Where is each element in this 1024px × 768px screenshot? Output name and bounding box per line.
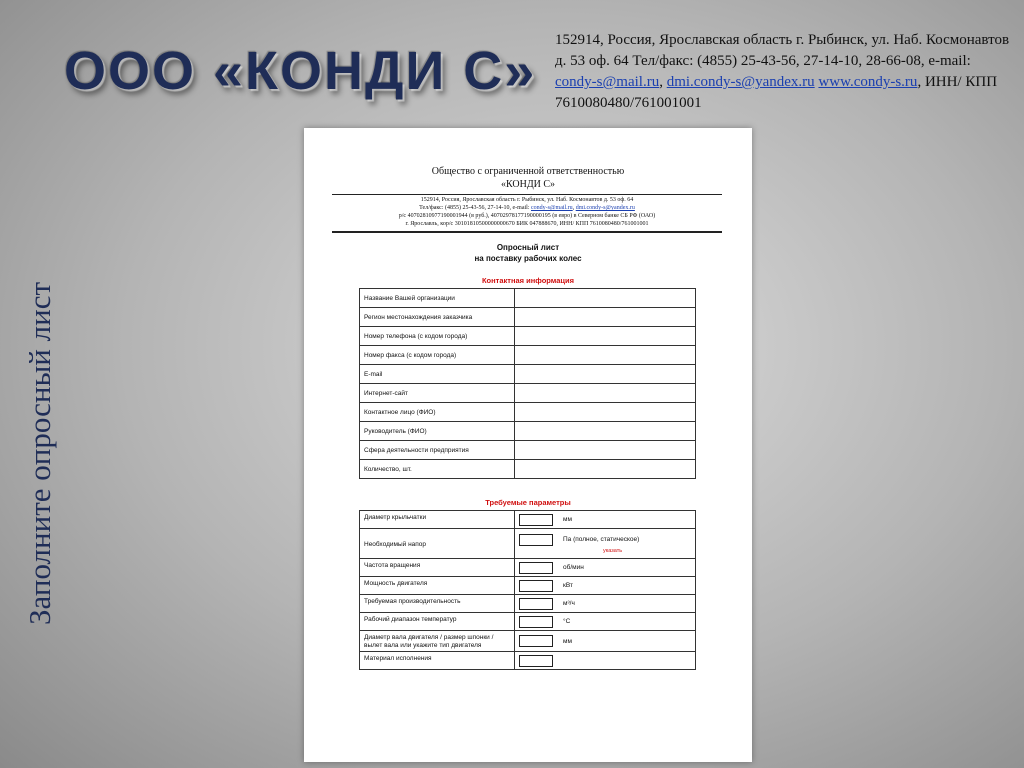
website-link[interactable]: www.condy-s.ru: [818, 74, 918, 90]
field-input[interactable]: [515, 346, 696, 365]
field-label: Регион местонахождения заказчика: [360, 308, 515, 327]
field-input[interactable]: [515, 422, 696, 441]
param-input[interactable]: [519, 616, 553, 628]
email-link-yandex[interactable]: dmi.condy-s@yandex.ru: [666, 74, 815, 90]
doc-org-name: Общество с ограниченной ответственностью: [431, 166, 625, 177]
company-contact-info: [555, 30, 1015, 114]
field-label: Интернет-сайт: [360, 384, 515, 403]
doc-email-sep: ,: [572, 205, 576, 211]
param-value-cell: [515, 511, 696, 529]
table-row: [360, 384, 696, 403]
doc-bank-accounts: р/с 40702810977190001944 (в руб.), 40702978177190000195 (в евро) в Северном банке СБ РФ (ОАО): [398, 213, 656, 219]
doc-address: 152914, Россия, Ярославская область г. Рыбинск, ул. Наб. Космонавтов д. 53 оф. 64: [420, 197, 634, 203]
form-subtitle: на поставку рабочих колес: [474, 254, 582, 263]
field-label: E-mail: [360, 365, 515, 384]
table-row: [360, 511, 696, 529]
param-value-cell: [515, 595, 696, 613]
params-section-title: Требуемые параметры: [485, 498, 571, 507]
table-row: [360, 327, 696, 346]
param-unit: кВт: [563, 582, 573, 589]
table-row: [360, 422, 696, 441]
param-value-cell: [515, 577, 696, 595]
param-unit: мм: [563, 637, 572, 645]
param-unit: м³/ч: [563, 600, 575, 607]
param-input[interactable]: [519, 514, 553, 526]
side-caption: Заполните опросный лист: [22, 281, 57, 625]
param-value-cell: [515, 559, 696, 577]
table-row: [360, 403, 696, 422]
email-link-mail[interactable]: condy-s@mail.ru: [555, 74, 660, 90]
param-unit: Па (полное, статическое): [563, 536, 640, 543]
field-input[interactable]: [515, 365, 696, 384]
table-row: [360, 613, 696, 631]
questionnaire-document: [304, 128, 752, 762]
doc-phones: [332, 205, 722, 213]
field-input[interactable]: [515, 441, 696, 460]
doc-header-rule-bottom: [332, 231, 722, 233]
field-input[interactable]: [515, 327, 696, 346]
table-row: [360, 577, 696, 595]
param-label: Диаметр крыльчатки: [360, 511, 515, 529]
param-label: Материал исполнения: [360, 652, 515, 670]
doc-email-link-2[interactable]: dmi.condy-s@yandex.ru: [575, 205, 635, 211]
table-row: [360, 289, 696, 308]
param-input[interactable]: [519, 562, 553, 574]
field-input[interactable]: [515, 289, 696, 308]
param-unit: °С: [563, 618, 571, 625]
field-label: Контактное лицо (ФИО): [360, 403, 515, 422]
param-value-cell: [515, 631, 696, 652]
required-params-table: [359, 510, 696, 670]
table-row: [360, 631, 696, 652]
param-label: Требуемая производительность: [360, 595, 515, 613]
contact-section-title: Контактная информация: [481, 276, 574, 285]
param-value-cell: [515, 529, 696, 559]
doc-org-brand: «КОНДИ С»: [500, 179, 556, 190]
table-row: [360, 346, 696, 365]
contact-separator: ,: [659, 74, 667, 90]
contact-tax-ids: , ИНН/ КПП 7610080480/761001001: [555, 74, 998, 111]
param-label: Рабочий диапазон температур: [360, 613, 515, 631]
param-label: Необходимый напор: [360, 529, 515, 559]
field-label: Сфера деятельности предприятия: [360, 441, 515, 460]
field-input[interactable]: [515, 460, 696, 479]
param-input[interactable]: [519, 635, 553, 647]
param-input[interactable]: [519, 598, 553, 610]
field-label: Название Вашей организации: [360, 289, 515, 308]
doc-email-link-1[interactable]: condy-s@mail.ru: [531, 205, 573, 211]
field-label: Руководитель (ФИО): [360, 422, 515, 441]
doc-bank-details: г. Ярославль, кор/с 30101810500000000670 БИК 047888670, ИНН/ КПП 7610080480/761001001: [405, 221, 649, 227]
field-input[interactable]: [515, 308, 696, 327]
param-label: Диаметр вала двигателя / размер шпонки / вылет вала или укажите тип двигателя: [360, 631, 515, 652]
field-input[interactable]: [515, 384, 696, 403]
table-row: [360, 559, 696, 577]
param-input[interactable]: [519, 580, 553, 592]
contact-info-table: [359, 288, 696, 479]
doc-header-rule-top: [332, 194, 722, 195]
form-title: Опросный лист: [496, 243, 560, 252]
table-row: [360, 652, 696, 670]
field-label: Количество, шт.: [360, 460, 515, 479]
doc-phones-text: Тел/факс: (4855) 25-43-56, 27-14-10, e-mail:: [419, 205, 531, 211]
company-title: ООО «КОНДИ С»: [64, 41, 537, 101]
table-row: [360, 595, 696, 613]
table-row: [360, 460, 696, 479]
param-value-cell: [515, 652, 696, 670]
param-unit: мм: [563, 516, 572, 523]
field-input[interactable]: [515, 403, 696, 422]
table-row: [360, 441, 696, 460]
param-label: Частота вращения: [360, 559, 515, 577]
param-note: указать: [603, 547, 623, 554]
field-label: Номер телефона (с кодом города): [360, 327, 515, 346]
table-row: [360, 308, 696, 327]
table-row: [360, 529, 696, 559]
contact-text: 152914, Россия, Ярославская область г. Рыбинск, ул. Наб. Космонавтов д. 53 оф. 64 Тел/факс: (4855) 25-43-56, 27-14-10, 28-66-08, e-mail:: [555, 32, 1010, 69]
field-label: Номер факса (с кодом города): [360, 346, 515, 365]
param-label: Мощность двигателя: [360, 577, 515, 595]
param-value-cell: [515, 613, 696, 631]
param-unit: об/мин: [563, 564, 584, 571]
param-input[interactable]: [519, 534, 553, 546]
param-input[interactable]: [519, 655, 553, 667]
table-row: [360, 365, 696, 384]
